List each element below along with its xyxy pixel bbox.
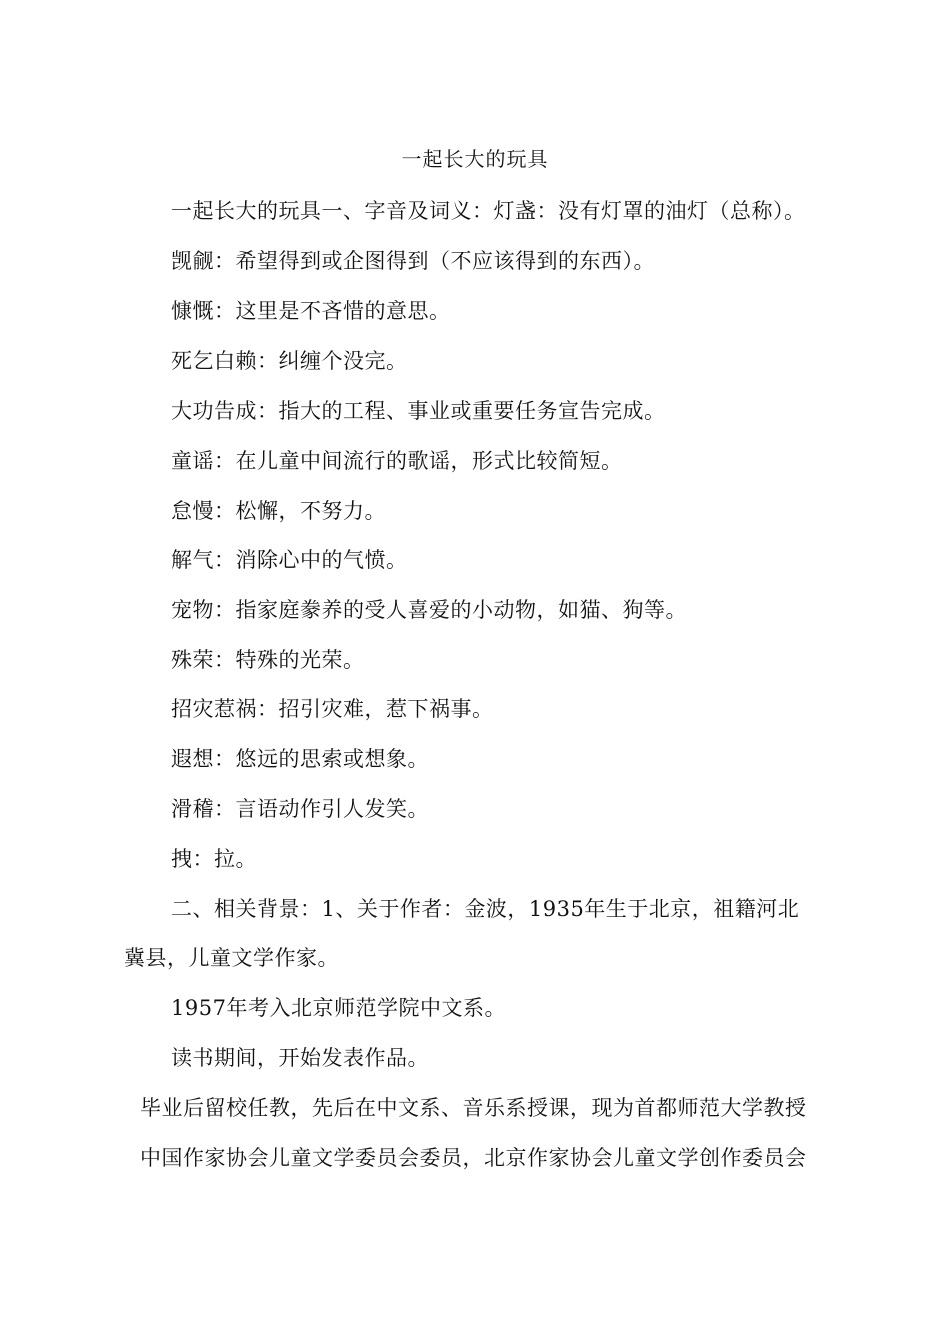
paragraph-line: 觊觎：希望得到或企图得到（不应该得到的东西）。 [171, 249, 655, 273]
paragraph-line: 慷慨：这里是不吝惜的意思。 [171, 299, 451, 323]
paragraph-line: 招灾惹祸：招引灾难，惹下祸事。 [171, 697, 494, 721]
paragraph-line: 解气：消除心中的气愤。 [171, 548, 408, 572]
paragraph-line: 遐想：悠远的思索或想象。 [171, 747, 429, 771]
paragraph-line: 1957年考入北京师范学院中文系。 [171, 996, 506, 1020]
paragraph-line: 冀县，儿童文学作家。 [124, 946, 339, 970]
paragraph-line: 童谣：在儿童中间流行的歌谣，形式比较简短。 [171, 449, 623, 473]
paragraph-line: 怠慢：松懈，不努力。 [171, 499, 386, 523]
paragraph-line: 毕业后留校任教，先后在中文系、音乐系授课，现为首都师范大学教授 [140, 1096, 807, 1120]
paragraph-line: 滑稽：言语动作引人发笑。 [171, 797, 429, 821]
document-title: 一起长大的玩具 [401, 147, 549, 171]
paragraph-line: 二、相关背景：1、关于作者：金波，1935年生于北京，祖籍河北 [171, 897, 800, 921]
paragraph-line: 读书期间，开始发表作品。 [171, 1046, 429, 1070]
paragraph-line: 一起长大的玩具一、字音及词义：灯盏：没有灯罩的油灯（总称）。 [171, 199, 806, 223]
paragraph-line: 宠物：指家庭豢养的受人喜爱的小动物，如猫、狗等。 [171, 598, 687, 622]
paragraph-line: 中国作家协会儿童文学委员会委员，北京作家协会儿童文学创作委员会 [140, 1146, 807, 1170]
paragraph-line: 死乞白赖：纠缠个没完。 [171, 349, 408, 373]
paragraph-line: 拽：拉。 [171, 847, 257, 871]
paragraph-line: 殊荣：特殊的光荣。 [171, 648, 365, 672]
paragraph-line: 大功告成：指大的工程、事业或重要任务宣告完成。 [171, 399, 666, 423]
